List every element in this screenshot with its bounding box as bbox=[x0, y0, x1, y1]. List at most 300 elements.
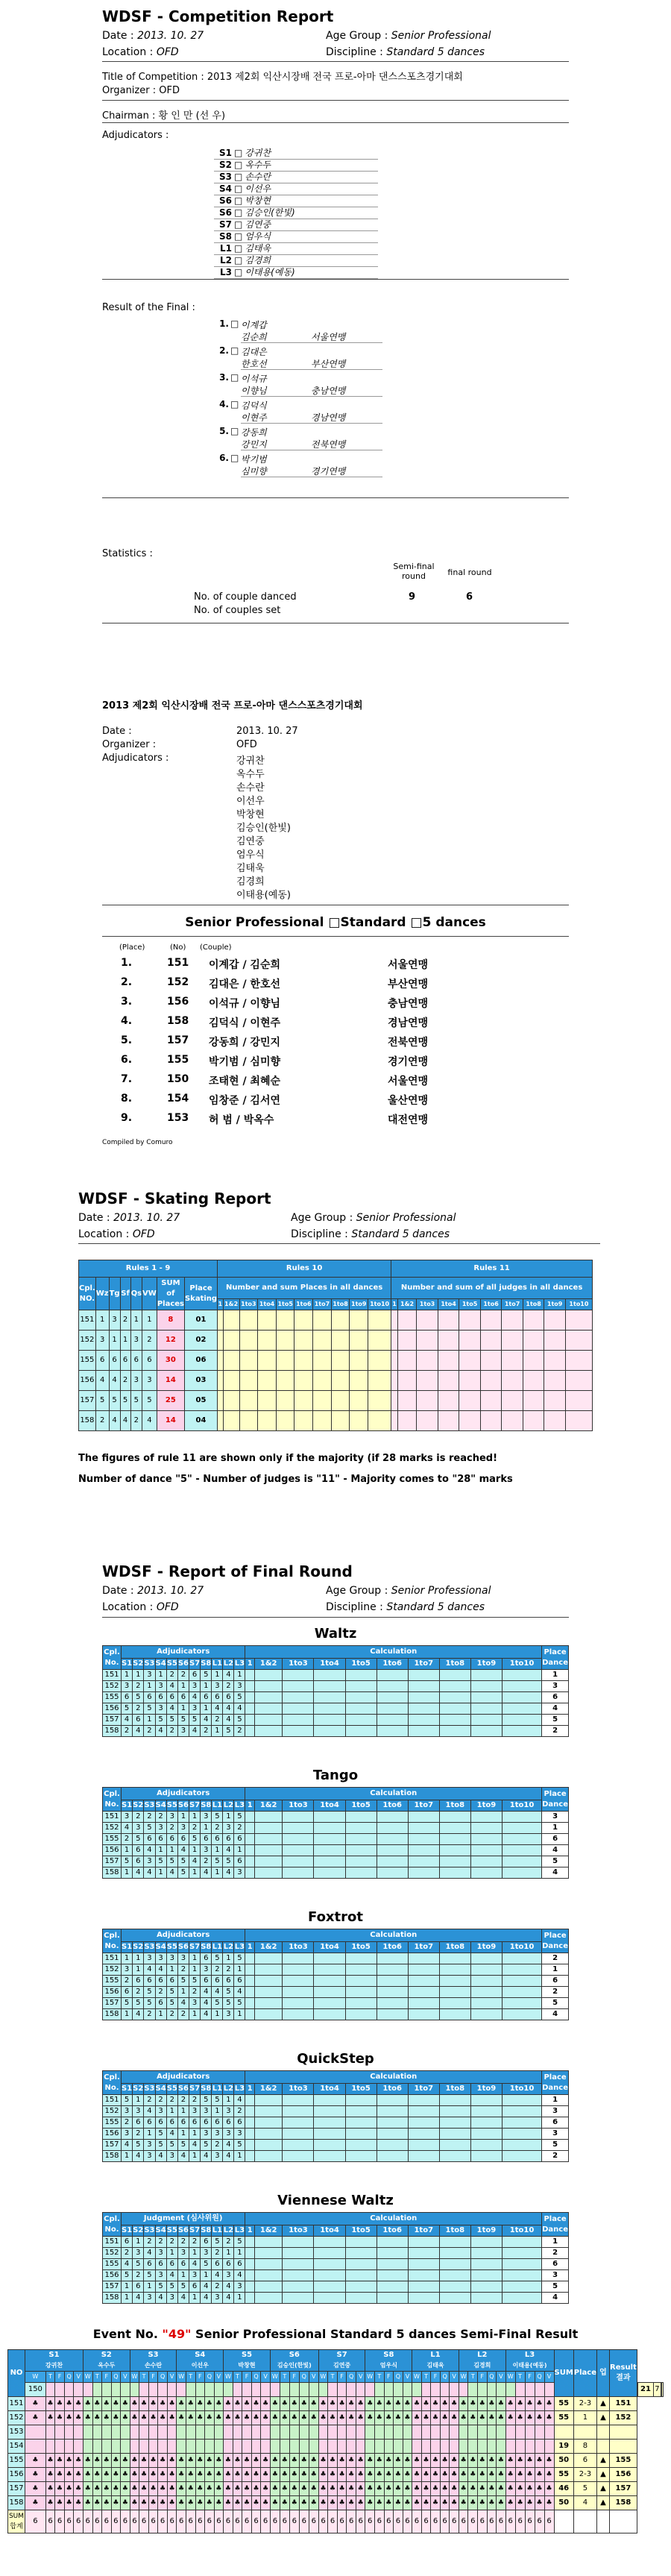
range-header: 1to3 bbox=[239, 1299, 258, 1310]
dance-row bbox=[103, 2237, 569, 2248]
dance-row bbox=[103, 1692, 569, 1703]
final-label: final round bbox=[447, 568, 492, 577]
place-dance: 3 bbox=[542, 2106, 569, 2117]
semi-mark: ♣ bbox=[309, 2411, 318, 2425]
semi-mark: ♣ bbox=[309, 2468, 318, 2482]
rule10-cell bbox=[258, 1310, 277, 1331]
calc-col-header: 1&2 bbox=[254, 2225, 282, 2237]
semi-mark: ♣ bbox=[412, 2482, 422, 2496]
rule11-cell bbox=[502, 1351, 523, 1371]
summary-club: 전북연맹 bbox=[388, 1037, 429, 1049]
semi-mark bbox=[280, 2440, 289, 2454]
dance-cpl-no: 156 bbox=[103, 2129, 122, 2140]
semi-mark: ♣ bbox=[318, 2397, 328, 2411]
rules-1-9-header: Rules 1 - 9 bbox=[79, 1260, 218, 1278]
rule11-cell bbox=[523, 1331, 544, 1351]
judge-mark: 5 bbox=[144, 1823, 155, 1834]
rule10-cell bbox=[294, 1351, 313, 1371]
semi-sum: 19 bbox=[554, 2440, 573, 2454]
semi-up: ▲ bbox=[597, 2397, 610, 2411]
judge-mark: 5 bbox=[177, 2140, 189, 2151]
judge-mark: 4 bbox=[155, 1726, 166, 1737]
semi-mark: ♣ bbox=[328, 2411, 338, 2425]
semi-mark: ♣ bbox=[280, 2468, 289, 2482]
semi-mark: ♣ bbox=[242, 2482, 252, 2496]
final-round-report bbox=[0, 1559, 671, 2312]
semi-mark: ♣ bbox=[431, 2397, 441, 2411]
rule10-cell bbox=[368, 1331, 391, 1351]
calc-cell bbox=[502, 2270, 541, 2281]
calc-col-header: 1to8 bbox=[439, 1942, 470, 1953]
semi-mark bbox=[544, 2383, 554, 2397]
calc-col-header: 1to7 bbox=[408, 2225, 439, 2237]
calc-cell bbox=[439, 2248, 470, 2259]
place-dance: 5 bbox=[542, 2281, 569, 2293]
place-dance: 1 bbox=[542, 2095, 569, 2106]
adjudicators-header: Adjudicators bbox=[122, 1929, 245, 1942]
semi-mark: ♣ bbox=[299, 2496, 309, 2510]
calc-header: Calculation bbox=[245, 1646, 542, 1659]
calc-cell bbox=[314, 1726, 345, 1737]
judge-mark: 2 bbox=[212, 2140, 223, 2151]
calc-cell bbox=[254, 1953, 282, 1964]
semi-judge-code: S1 bbox=[48, 2351, 60, 2359]
judge-mark: 5 bbox=[189, 1834, 201, 1845]
judge-mark: 1 bbox=[189, 2248, 201, 2259]
summary-club: 울산연맹 bbox=[388, 1095, 429, 1107]
judge-mark: 1 bbox=[155, 1845, 166, 1856]
rule11-cell bbox=[397, 1310, 416, 1331]
calc-cell bbox=[314, 1812, 345, 1823]
calc-cell bbox=[254, 1845, 282, 1856]
calc-cell bbox=[377, 1867, 408, 1879]
semi-mark bbox=[394, 2425, 403, 2440]
semi-dance-code: W bbox=[130, 2372, 139, 2383]
semi-mark bbox=[328, 2440, 338, 2454]
semi-total-cell: 6 bbox=[261, 2510, 271, 2533]
calc-cell bbox=[377, 2281, 408, 2293]
rule11-cell bbox=[565, 1310, 592, 1331]
dance-col-header: Tg bbox=[109, 1278, 120, 1310]
judge-mark: 3 bbox=[155, 1823, 166, 1834]
rule11-cell bbox=[480, 1331, 502, 1351]
judge-mark: 3 bbox=[122, 2106, 133, 2117]
calc-cell bbox=[502, 1726, 541, 1737]
semi-result: 156 bbox=[610, 2468, 637, 2482]
judge-col-header: S2 bbox=[133, 2084, 144, 2095]
calc-cell bbox=[470, 2009, 502, 2020]
calc-cell bbox=[245, 2117, 255, 2129]
result-partner-1: 이계갑 bbox=[241, 320, 267, 330]
judge-mark: 2 bbox=[166, 1670, 177, 1681]
skating-sum: 12 bbox=[157, 1331, 184, 1351]
judge-col-header: S1 bbox=[122, 1659, 133, 1670]
adjudicator-name: 박창현 bbox=[245, 195, 271, 206]
judge-mark: 2 bbox=[122, 1976, 133, 1987]
calc-cell bbox=[439, 1856, 470, 1867]
semi-mark bbox=[92, 2440, 102, 2454]
summary-place: 5. bbox=[121, 1034, 133, 1046]
semi-mark: ♣ bbox=[525, 2482, 535, 2496]
result-partner-2: 이향님 bbox=[241, 386, 267, 396]
semi-mark: ♣ bbox=[242, 2411, 252, 2425]
dance-row bbox=[103, 2270, 569, 2281]
judge-col-header: S5 bbox=[166, 1800, 177, 1812]
semi-mark bbox=[55, 2383, 65, 2397]
judge-mark: 4 bbox=[144, 1867, 155, 1879]
calc-cell bbox=[283, 2140, 314, 2151]
semi-result bbox=[610, 2425, 637, 2440]
semi-total-cell: 6 bbox=[515, 2510, 525, 2533]
judge-mark: 4 bbox=[201, 1715, 212, 1726]
semi-mark bbox=[224, 2425, 233, 2440]
semi-total-cell: 6 bbox=[337, 2510, 347, 2533]
semi-mark: ♣ bbox=[318, 2482, 328, 2496]
rule11-cell bbox=[544, 1310, 566, 1331]
semi-dance-code: Q bbox=[394, 2372, 403, 2383]
semi-mark: ♣ bbox=[242, 2397, 252, 2411]
semi-mark: ♣ bbox=[421, 2482, 431, 2496]
summary-club: 서울연맹 bbox=[388, 959, 429, 971]
semi-mark bbox=[186, 2383, 195, 2397]
calc-cell bbox=[254, 2129, 282, 2140]
calc-cell bbox=[345, 1953, 377, 1964]
rule11-cell bbox=[523, 1411, 544, 1431]
calc-cell bbox=[470, 1867, 502, 1879]
semi-mark: ♣ bbox=[468, 2397, 478, 2411]
semi-total-cell: 6 bbox=[45, 2510, 55, 2533]
dance-row bbox=[103, 1812, 569, 1823]
judge-col-header: S3 bbox=[144, 2225, 155, 2237]
judge-mark: 4 bbox=[122, 1823, 133, 1834]
judge-mark: 1 bbox=[201, 1703, 212, 1715]
semi-place: 6 bbox=[573, 2454, 596, 2468]
semi-mark bbox=[478, 2440, 488, 2454]
semi-mark: ♣ bbox=[450, 2468, 459, 2482]
rule10-cell bbox=[223, 1310, 239, 1331]
semi-mark: ♣ bbox=[431, 2496, 441, 2510]
summary-report bbox=[0, 697, 671, 1175]
judge-col-header: S5 bbox=[166, 1659, 177, 1670]
semi-mark: ♣ bbox=[270, 2468, 280, 2482]
rule10-cell bbox=[350, 1351, 368, 1371]
calc-cell bbox=[470, 1834, 502, 1845]
judge-mark: 3 bbox=[155, 2106, 166, 2117]
judge-col-header: L1 bbox=[212, 1800, 223, 1812]
semi-total-cell: 6 bbox=[431, 2510, 441, 2533]
judge-mark: 1 bbox=[234, 1670, 245, 1681]
semi-mark: ♣ bbox=[233, 2496, 242, 2510]
semi-total-cell: 6 bbox=[365, 2510, 375, 2533]
semi-up: ▲ bbox=[597, 2496, 610, 2510]
calc-cell bbox=[254, 2270, 282, 2281]
adjudicator-code: L3 bbox=[220, 267, 232, 277]
adjudicator-name: 이선우 bbox=[245, 183, 271, 194]
semi-mark bbox=[440, 2383, 450, 2397]
adjudicators-label: Adjudicators : bbox=[102, 130, 169, 141]
adjudicator-box: □ bbox=[234, 219, 243, 230]
place-dance: 2 bbox=[542, 1953, 569, 1964]
semi-mark: ♣ bbox=[148, 2411, 158, 2425]
semi-mark bbox=[356, 2383, 365, 2397]
judge-mark: 4 bbox=[234, 2270, 245, 2281]
rule11-cell bbox=[502, 1371, 523, 1391]
calc-cell bbox=[408, 1976, 439, 1987]
semi-up bbox=[597, 2425, 610, 2440]
rule10-cell bbox=[331, 1351, 350, 1371]
semi-mark bbox=[102, 2383, 112, 2397]
semi-mark bbox=[431, 2425, 441, 2440]
judge-mark: 3 bbox=[122, 1681, 133, 1692]
calc-col-header: 1 bbox=[245, 1659, 255, 1670]
skating-header-row-1 bbox=[79, 1260, 593, 1278]
judge-mark: 3 bbox=[189, 1998, 201, 2009]
semi-mark: ♣ bbox=[515, 2482, 525, 2496]
judge-mark: 4 bbox=[166, 1703, 177, 1715]
judge-mark: 3 bbox=[201, 2129, 212, 2140]
rule11-cell bbox=[502, 1391, 523, 1411]
semi-mark: ♣ bbox=[412, 2454, 422, 2468]
semi-dance-code: W bbox=[412, 2372, 422, 2383]
calc-col-header: 1 bbox=[245, 1942, 255, 1953]
semi-mark: ♣ bbox=[459, 2397, 468, 2411]
judge-mark: 6 bbox=[144, 1692, 155, 1703]
skating-dance-place: 3 bbox=[130, 1371, 142, 1391]
place-dance: 3 bbox=[542, 1812, 569, 1823]
semi-mark: ♣ bbox=[111, 2397, 121, 2411]
calc-cell bbox=[408, 2009, 439, 2020]
dance-cpl-no: 155 bbox=[103, 2259, 122, 2270]
judge-col-header: S7 bbox=[189, 1942, 201, 1953]
semi-mark bbox=[515, 2440, 525, 2454]
judge-mark: 6 bbox=[201, 1953, 212, 1964]
semi-mark: ♣ bbox=[525, 2411, 535, 2425]
calc-cell bbox=[470, 1856, 502, 1867]
summary-place: 6. bbox=[121, 1054, 133, 1066]
calc-cell bbox=[470, 1715, 502, 1726]
semi-mark: ♣ bbox=[544, 2482, 554, 2496]
semi-total-cell: 6 bbox=[55, 2510, 65, 2533]
rule10-cell bbox=[218, 1331, 224, 1351]
calc-cell bbox=[470, 1964, 502, 1976]
semi-table bbox=[7, 2349, 664, 2533]
judge-mark: 6 bbox=[122, 1987, 133, 1998]
semi-dance-code: F bbox=[195, 2372, 205, 2383]
judge-mark: 6 bbox=[212, 1976, 223, 1987]
calc-cell bbox=[502, 1998, 541, 2009]
place-dance: 5 bbox=[542, 1998, 569, 2009]
dance-row bbox=[103, 2151, 569, 2162]
result-rule bbox=[241, 342, 382, 343]
calc-cell bbox=[439, 1823, 470, 1834]
calc-cell bbox=[245, 1953, 255, 1964]
semi-mark: ♣ bbox=[450, 2454, 459, 2468]
judge-mark: 6 bbox=[234, 2117, 245, 2129]
semi-mark bbox=[375, 2383, 385, 2397]
judge-mark: 3 bbox=[166, 2293, 177, 2304]
semi-dance-code: T bbox=[92, 2372, 102, 2383]
judge-mark: 2 bbox=[166, 1823, 177, 1834]
calc-cell bbox=[283, 2009, 314, 2020]
semi-total-cell: 6 bbox=[421, 2510, 431, 2533]
semi-mark: ♣ bbox=[318, 2454, 328, 2468]
judge-col-header: S1 bbox=[122, 2225, 133, 2237]
calc-col-header: 1 bbox=[245, 1800, 255, 1812]
semi-mark: ♣ bbox=[92, 2397, 102, 2411]
calc-cell bbox=[345, 1823, 377, 1834]
judge-mark: 2 bbox=[133, 1703, 144, 1715]
semi-result bbox=[610, 2440, 637, 2454]
calc-cell bbox=[377, 1953, 408, 1964]
calc-cell bbox=[254, 1998, 282, 2009]
rule10-cell bbox=[218, 1351, 224, 1371]
semi-mark: ♣ bbox=[478, 2397, 488, 2411]
semi-mark: ♣ bbox=[497, 2496, 506, 2510]
dance-header-row-2 bbox=[103, 1942, 569, 1953]
semi-mark bbox=[55, 2440, 65, 2454]
rule11-cell bbox=[417, 1310, 438, 1331]
judge-mark: 4 bbox=[166, 1867, 177, 1879]
judge-mark: 6 bbox=[155, 1692, 166, 1703]
place-dance: 2 bbox=[542, 1987, 569, 1998]
semi-mark bbox=[205, 2425, 215, 2440]
adjudicator-name: 김연중 bbox=[245, 219, 271, 230]
summary-place: 8. bbox=[121, 1093, 133, 1105]
judge-mark: 2 bbox=[212, 1964, 223, 1976]
rule11-cell bbox=[523, 1310, 544, 1331]
cpl-no-header: Cpl. No. bbox=[103, 1646, 122, 1670]
semi-total-cell: 6 bbox=[412, 2510, 422, 2533]
calc-cell bbox=[245, 1976, 255, 1987]
judge-mark: 4 bbox=[223, 1715, 234, 1726]
range-header: 1to3 bbox=[417, 1299, 438, 1310]
judge-mark: 4 bbox=[189, 1856, 201, 1867]
semi-mark: ♣ bbox=[251, 2454, 261, 2468]
calc-cell bbox=[377, 1987, 408, 1998]
fr-meta-age: Age Group : Senior Professional bbox=[326, 1585, 491, 1597]
semi-mark bbox=[233, 2440, 242, 2454]
judge-mark: 5 bbox=[234, 1953, 245, 1964]
semi-total-cell: 6 bbox=[242, 2510, 252, 2533]
calc-cell bbox=[314, 1976, 345, 1987]
judge-mark: 2 bbox=[166, 2095, 177, 2106]
semi-mark: ♣ bbox=[299, 2468, 309, 2482]
place-dance-header: Place Dance bbox=[542, 2213, 569, 2237]
semi-mark: ♣ bbox=[478, 2496, 488, 2510]
semi-mark: ♣ bbox=[403, 2454, 412, 2468]
semi-mark bbox=[83, 2425, 92, 2440]
summary-adj-label: Adjudicators : bbox=[102, 753, 169, 764]
judge-mark: 1 bbox=[177, 2270, 189, 2281]
semi-mark bbox=[167, 2383, 177, 2397]
judge-mark: 3 bbox=[155, 2270, 166, 2281]
judge-mark: 2 bbox=[234, 1823, 245, 1834]
calc-col-header: 1to6 bbox=[377, 2084, 408, 2095]
semi-mark bbox=[195, 2383, 205, 2397]
rule10-cell bbox=[258, 1371, 277, 1391]
judge-mark: 3 bbox=[177, 1953, 189, 1964]
judge-col-header: L1 bbox=[212, 1942, 223, 1953]
rule10-cell bbox=[313, 1411, 332, 1431]
semi-total-cell: 6 bbox=[394, 2510, 403, 2533]
adjudicator-code: S1 bbox=[219, 148, 232, 158]
judge-mark: 4 bbox=[212, 1703, 223, 1715]
rule10-cell bbox=[368, 1411, 391, 1431]
semi-mark: ♣ bbox=[55, 2468, 65, 2482]
semi-mark: ♣ bbox=[384, 2397, 394, 2411]
judge-mark: 2 bbox=[166, 2237, 177, 2248]
calc-cell bbox=[254, 2293, 282, 2304]
judge-mark: 6 bbox=[166, 1834, 177, 1845]
calc-cell bbox=[439, 1976, 470, 1987]
semi-cpl-no: 157 bbox=[8, 2482, 25, 2496]
judge-mark: 3 bbox=[189, 1681, 201, 1692]
report-title: WDSF - Competition Report bbox=[102, 7, 334, 25]
dance-cpl-no: 155 bbox=[103, 1692, 122, 1703]
judge-mark: 5 bbox=[166, 1998, 177, 2009]
semi-mark: ♣ bbox=[505, 2411, 515, 2425]
adjudicator-code: L1 bbox=[220, 243, 232, 254]
calc-cell bbox=[254, 1823, 282, 1834]
calc-cell bbox=[254, 1681, 282, 1692]
semi-mark: ♣ bbox=[505, 2454, 515, 2468]
judge-mark: 3 bbox=[177, 2248, 189, 2259]
semi-mark: ♣ bbox=[544, 2411, 554, 2425]
calc-cell bbox=[245, 1703, 255, 1715]
semi-mark: ♣ bbox=[365, 2454, 375, 2468]
judge-mark: 5 bbox=[155, 1715, 166, 1726]
semi-sum: 55 bbox=[554, 2411, 573, 2425]
place-dance: 2 bbox=[542, 2248, 569, 2259]
range-header: 1&2 bbox=[223, 1299, 239, 1310]
dance-row bbox=[103, 1976, 569, 1987]
semi-mark: ♣ bbox=[299, 2411, 309, 2425]
semi-total-cell: 6 bbox=[121, 2510, 130, 2533]
judge-mark: 5 bbox=[201, 2095, 212, 2106]
result-club: 부산연맹 bbox=[311, 359, 346, 369]
place-dance-header: Place Dance bbox=[542, 1646, 569, 1670]
judge-mark: 5 bbox=[133, 2259, 144, 2270]
semi-mark bbox=[102, 2425, 112, 2440]
semi-mark bbox=[45, 2383, 55, 2397]
semi-mark bbox=[83, 2383, 92, 2397]
semi-mark bbox=[450, 2425, 459, 2440]
semi-dance-code: F bbox=[242, 2372, 252, 2383]
judge-mark: 3 bbox=[155, 1953, 166, 1964]
semi-total-cell: 6 bbox=[92, 2510, 102, 2533]
rule10-cell bbox=[239, 1391, 258, 1411]
skating-dance-place: 4 bbox=[120, 1411, 130, 1431]
judge-mark: 3 bbox=[122, 2129, 133, 2140]
judge-mark: 4 bbox=[201, 2009, 212, 2020]
semi-dance-code: V bbox=[309, 2372, 318, 2383]
semi-mark bbox=[505, 2383, 515, 2397]
summary-adjudicator: 김연중 bbox=[236, 836, 265, 847]
calc-cell bbox=[245, 1964, 255, 1976]
dance-table-wrap bbox=[102, 2212, 569, 2304]
calc-cell bbox=[439, 2140, 470, 2151]
dance-cpl-no: 158 bbox=[103, 1867, 122, 1879]
semi-mark: ♣ bbox=[459, 2468, 468, 2482]
judge-mark: 6 bbox=[133, 2281, 144, 2293]
calc-cell bbox=[439, 2151, 470, 2162]
rule11-cell bbox=[417, 1411, 438, 1431]
judge-mark: 2 bbox=[234, 1726, 245, 1737]
semi-total-cell: 6 bbox=[289, 2510, 299, 2533]
calc-col-header: 1 bbox=[245, 2084, 255, 2095]
judge-mark: 6 bbox=[133, 1856, 144, 1867]
judge-mark: 2 bbox=[212, 2248, 223, 2259]
